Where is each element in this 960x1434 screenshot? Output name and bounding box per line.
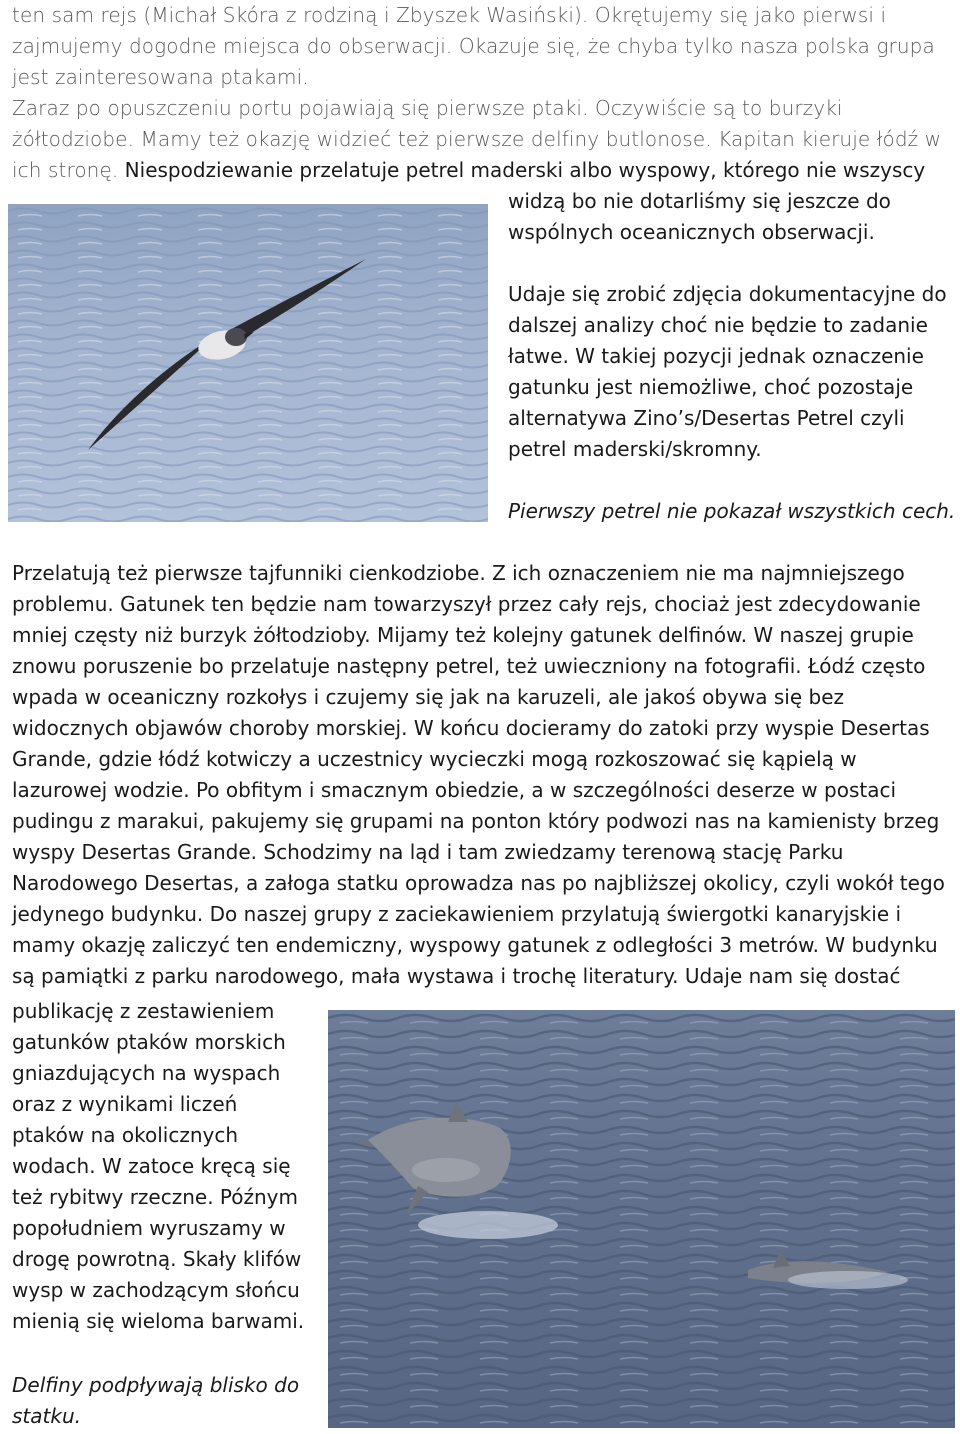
- petrel-side-line: wspólnych oceanicznych obserwacji.: [508, 220, 875, 244]
- intro-line-1: ten sam rejs (Michał Skóra z rodziną i Zbyszek Wasiński). Okrętujemy się jako pierwsi i: [12, 3, 887, 27]
- dolphin-side-line: gniazdujących na wyspach: [12, 1061, 281, 1085]
- main-line: jedynego budynku. Do naszej grupy z zaciekawieniem przylatują świergotki kanaryjskie i: [12, 902, 902, 926]
- intro-line-6-start: ich stronę.: [12, 158, 119, 182]
- main-line: pudingu z marakui, pakujemy się grupami na ponton który podwozi nas na kamienisty brzeg: [12, 809, 940, 833]
- main-line: wpada w oceaniczny rozkołys i czujemy się jak na karuzeli, ale jakoś obywa się bez: [12, 685, 845, 709]
- dolphin-side-text: [12, 996, 304, 1337]
- dolphin-side-line: popołudniem wyruszamy w: [12, 1216, 286, 1240]
- intro-line-5: żółtodziobe. Mamy też okazję widzieć też pierwsze delfiny butlonose. Kapitan kieruje łódź w: [12, 127, 942, 151]
- petrel-side-line: dalszej analizy choć nie będzie to zadanie: [508, 313, 928, 337]
- main-line: mamy okazję zaliczyć ten endemiczny, wyspowy gatunek z odległości 3 metrów. W budynku: [12, 933, 938, 957]
- main-line: Przelatują też pierwsze tajfunniki cienkodziobe. Z ich oznaczeniem nie ma najmniejszego: [12, 561, 905, 585]
- dolphin-side-line: ptaków na okolicznych: [12, 1123, 239, 1147]
- main-line: Grande, gdzie łódź kotwiczy a uczestnicy wycieczki mogą rozkoszować się kąpielą w: [12, 747, 857, 771]
- dolphin-photo: [328, 1010, 955, 1428]
- petrel-side-text-2: [508, 279, 947, 465]
- dolphin-side-line: mienią się wieloma barwami.: [12, 1309, 305, 1333]
- intro-line-4: Zaraz po opuszczeniu portu pojawiają się pierwsze ptaki. Oczywiście są to burzyki: [12, 96, 843, 120]
- petrel-side-text-1: [508, 186, 891, 248]
- dolphin-side-line: publikację z zestawieniem: [12, 999, 275, 1023]
- petrel-side-line: alternatywa Zino’s/Desertas Petrel czyli: [508, 406, 905, 430]
- dolphin-caption-line: statku.: [12, 1404, 81, 1428]
- main-line: są pamiątki z parku narodowego, mała wystawa i trochę literatury. Udaje nam się dostać: [12, 964, 901, 988]
- petrel-side-line: petrel maderski/skromny.: [508, 437, 762, 461]
- main-line: Narodowego Desertas, a załoga statku oprowadza nas po najbliższej okolicy, czyli wokół tego: [12, 871, 945, 895]
- petrel-side-line: Udaje się zrobić zdjęcia dokumentacyjne do: [508, 282, 947, 306]
- main-line: wyspy Desertas Grande. Schodzimy na ląd i tam zwiedzamy terenową stację Parku: [12, 840, 844, 864]
- main-line: znowu poruszenie bo przelatuje następny petrel, też uwieczniony na fotografii. Łódź często: [12, 654, 926, 678]
- dolphin-caption: [12, 1370, 299, 1432]
- intro-line-3: jest zainteresowana ptakami.: [12, 65, 309, 89]
- intro-line-6: [12, 155, 925, 186]
- petrel-side-line: widzą bo nie dotarliśmy się jeszcze do: [508, 189, 891, 213]
- dolphin-side-line: oraz z wynikami liczeń: [12, 1092, 238, 1116]
- main-line: widocznych objawów choroby morskiej. W końcu docieramy do zatoki przy wyspie Desertas: [12, 716, 930, 740]
- main-line: lazurowej wodzie. Po obfitym i smacznym obiedzie, a w szczególności deserze w postaci: [12, 778, 897, 802]
- main-line: mniej częsty niż burzyk żółtodzioby. Mijamy też kolejny gatunek delfinów. W naszej grupie: [12, 623, 914, 647]
- dolphin-side-line: drogę powrotną. Skały klifów: [12, 1247, 302, 1271]
- main-paragraph: [12, 558, 945, 992]
- dolphin-side-line: gatunków ptaków morskich: [12, 1030, 286, 1054]
- main-line: problemu. Gatunek ten będzie nam towarzyszył przez cały rejs, chociaż jest zdecydowanie: [12, 592, 921, 616]
- petrel-side-line: łatwe. W takiej pozycji jednak oznaczenie: [508, 344, 924, 368]
- petrel-side-line: gatunku jest niemożliwe, choć pozostaje: [508, 375, 914, 399]
- intro-line-6-end: Niespodziewanie przelatuje petrel maderski albo wyspowy, którego nie wszyscy: [118, 158, 926, 182]
- petrel-photo: [8, 204, 488, 522]
- petrel-caption: Pierwszy petrel nie pokazał wszystkich cech.: [508, 499, 956, 523]
- dolphin-caption-line: Delfiny podpływają blisko do: [12, 1373, 300, 1397]
- dolphin-side-line: wodach. W zatoce kręcą się: [12, 1154, 291, 1178]
- dolphin-side-line: też rybitwy rzeczne. Późnym: [12, 1185, 298, 1209]
- intro-line-2: zajmujemy dogodne miejsca do obserwacji. Okazuje się, że chyba tylko nasza polska grupa: [12, 34, 935, 58]
- dolphin-side-line: wysp w zachodzącym słońcu: [12, 1278, 300, 1302]
